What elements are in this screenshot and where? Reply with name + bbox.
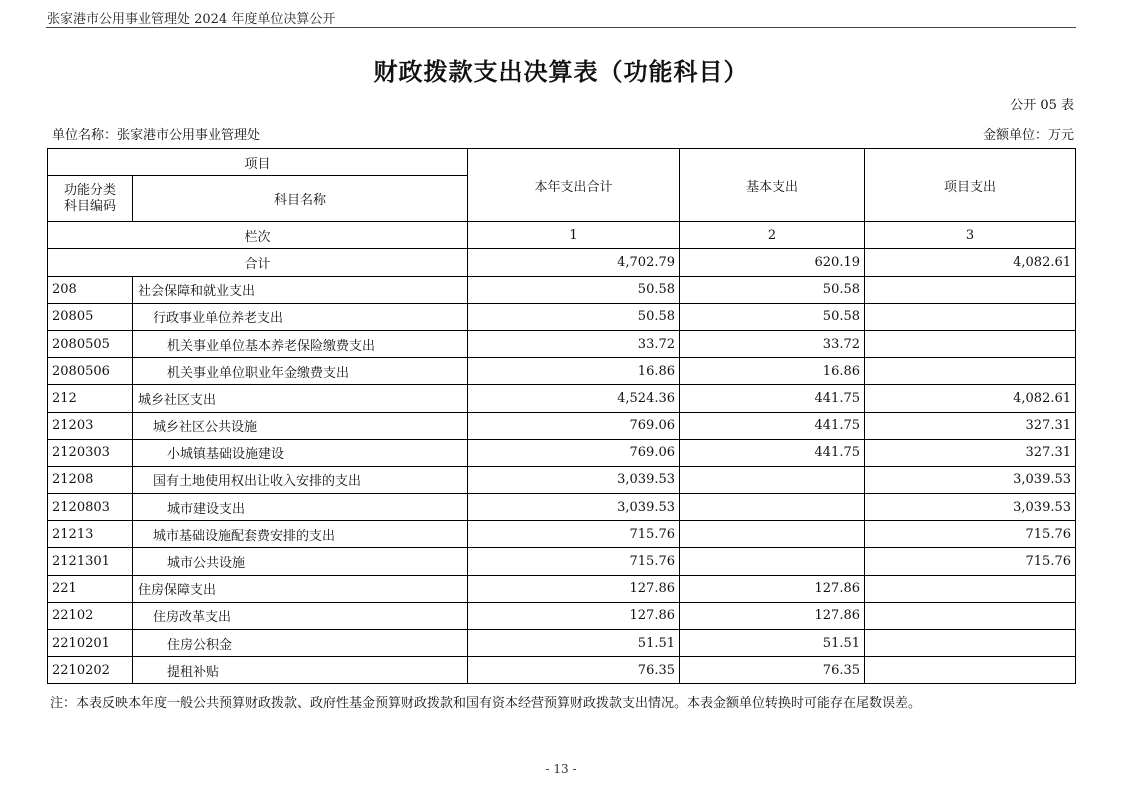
header-row-project bbox=[48, 149, 1076, 176]
subject-name: 提租补贴 bbox=[133, 657, 468, 684]
header-rule bbox=[46, 27, 1076, 28]
row-project bbox=[865, 303, 1076, 330]
subject-name: 城市基础设施配套费安排的支出 bbox=[133, 521, 468, 548]
column-number-1: 1 bbox=[468, 222, 680, 249]
subject-name: 城乡社区公共设施 bbox=[133, 412, 468, 439]
table-row bbox=[48, 358, 1076, 385]
row-total: 4,524.36 bbox=[468, 385, 680, 412]
row-project bbox=[865, 575, 1076, 602]
column-number-3: 3 bbox=[865, 222, 1076, 249]
page-number: - 13 - bbox=[545, 762, 577, 776]
row-project bbox=[865, 276, 1076, 303]
total-column-header: 本年支出合计 bbox=[468, 149, 680, 222]
row-basic: 50.58 bbox=[680, 303, 865, 330]
row-project: 715.76 bbox=[865, 548, 1076, 575]
row-basic bbox=[680, 521, 865, 548]
row-project: 715.76 bbox=[865, 521, 1076, 548]
total-project: 4,082.61 bbox=[865, 249, 1076, 276]
row-project bbox=[865, 657, 1076, 684]
row-total: 33.72 bbox=[468, 330, 680, 357]
row-basic bbox=[680, 466, 865, 493]
row-total: 50.58 bbox=[468, 303, 680, 330]
row-basic: 441.75 bbox=[680, 385, 865, 412]
row-total: 16.86 bbox=[468, 358, 680, 385]
subject-code: 2210201 bbox=[48, 630, 133, 657]
row-project: 4,082.61 bbox=[865, 385, 1076, 412]
row-total: 50.58 bbox=[468, 276, 680, 303]
code-header bbox=[48, 176, 133, 222]
subject-code: 2121301 bbox=[48, 548, 133, 575]
row-total: 127.86 bbox=[468, 602, 680, 629]
table-row bbox=[48, 521, 1076, 548]
row-basic: 127.86 bbox=[680, 575, 865, 602]
subject-code: 21213 bbox=[48, 521, 133, 548]
unit-name: 单位名称：张家港市公用事业管理处 bbox=[52, 128, 261, 143]
table-row bbox=[48, 466, 1076, 493]
table-row bbox=[48, 303, 1076, 330]
subject-code: 22102 bbox=[48, 602, 133, 629]
row-total: 76.35 bbox=[468, 657, 680, 684]
table-number: 公开 05 表 bbox=[1010, 98, 1074, 113]
subject-code: 212 bbox=[48, 385, 133, 412]
subject-code: 2120803 bbox=[48, 494, 133, 521]
row-total: 769.06 bbox=[468, 439, 680, 466]
table-row bbox=[48, 439, 1076, 466]
row-total: 769.06 bbox=[468, 412, 680, 439]
subject-name: 城市建设支出 bbox=[133, 494, 468, 521]
expenditure-table bbox=[47, 148, 1076, 684]
row-basic: 441.75 bbox=[680, 412, 865, 439]
code-header-line2: 科目编码 bbox=[63, 198, 116, 214]
project-header: 项目 bbox=[48, 149, 468, 176]
subject-code: 221 bbox=[48, 575, 133, 602]
subject-name: 住房改革支出 bbox=[133, 602, 468, 629]
subject-name: 机关事业单位基本养老保险缴费支出 bbox=[133, 330, 468, 357]
amount-unit: 金额单位：万元 bbox=[982, 128, 1074, 143]
row-project: 327.31 bbox=[865, 439, 1076, 466]
project-column-header: 项目支出 bbox=[865, 149, 1076, 222]
row-total: 715.76 bbox=[468, 521, 680, 548]
subject-name-header: 科目名称 bbox=[133, 176, 468, 222]
row-basic bbox=[680, 548, 865, 575]
row-project bbox=[865, 630, 1076, 657]
table-row bbox=[48, 276, 1076, 303]
table-row bbox=[48, 494, 1076, 521]
table-row bbox=[48, 412, 1076, 439]
table-row bbox=[48, 330, 1076, 357]
page-title: 财政拨款支出决算表（功能科目） bbox=[373, 58, 749, 86]
table-row bbox=[48, 630, 1076, 657]
row-basic: 16.86 bbox=[680, 358, 865, 385]
row-total: 3,039.53 bbox=[468, 466, 680, 493]
total-row bbox=[48, 249, 1076, 276]
table-row bbox=[48, 602, 1076, 629]
row-basic: 441.75 bbox=[680, 439, 865, 466]
row-total: 715.76 bbox=[468, 548, 680, 575]
subject-name: 行政事业单位养老支出 bbox=[133, 303, 468, 330]
subject-code: 2210202 bbox=[48, 657, 133, 684]
row-total: 3,039.53 bbox=[468, 494, 680, 521]
subject-name: 国有土地使用权出让收入安排的支出 bbox=[133, 466, 468, 493]
subject-code: 208 bbox=[48, 276, 133, 303]
row-basic: 127.86 bbox=[680, 602, 865, 629]
table-row bbox=[48, 657, 1076, 684]
row-basic: 50.58 bbox=[680, 276, 865, 303]
total-amount: 4,702.79 bbox=[468, 249, 680, 276]
subject-code: 20805 bbox=[48, 303, 133, 330]
total-label: 合计 bbox=[48, 249, 468, 276]
subject-code: 21203 bbox=[48, 412, 133, 439]
subject-code: 2120303 bbox=[48, 439, 133, 466]
row-project: 3,039.53 bbox=[865, 466, 1076, 493]
column-number-2: 2 bbox=[680, 222, 865, 249]
subject-name: 社会保障和就业支出 bbox=[133, 276, 468, 303]
row-basic: 33.72 bbox=[680, 330, 865, 357]
row-project: 3,039.53 bbox=[865, 494, 1076, 521]
row-project bbox=[865, 330, 1076, 357]
subject-code: 2080505 bbox=[48, 330, 133, 357]
basic-column-header: 基本支出 bbox=[680, 149, 865, 222]
column-order-row bbox=[48, 222, 1076, 249]
subject-name: 机关事业单位职业年金缴费支出 bbox=[133, 358, 468, 385]
subject-name: 住房保障支出 bbox=[133, 575, 468, 602]
row-project bbox=[865, 602, 1076, 629]
row-project: 327.31 bbox=[865, 412, 1076, 439]
row-total: 51.51 bbox=[468, 630, 680, 657]
code-header-line1: 功能分类 bbox=[63, 182, 116, 198]
table-row bbox=[48, 575, 1076, 602]
row-total: 127.86 bbox=[468, 575, 680, 602]
subject-code: 2080506 bbox=[48, 358, 133, 385]
total-basic: 620.19 bbox=[680, 249, 865, 276]
subject-name: 住房公积金 bbox=[133, 630, 468, 657]
row-basic: 51.51 bbox=[680, 630, 865, 657]
subject-name: 城乡社区支出 bbox=[133, 385, 468, 412]
table-row bbox=[48, 548, 1076, 575]
row-basic: 76.35 bbox=[680, 657, 865, 684]
row-project bbox=[865, 358, 1076, 385]
row-basic bbox=[680, 494, 865, 521]
subject-name: 小城镇基础设施建设 bbox=[133, 439, 468, 466]
table-note: 注：本表反映本年度一般公共预算财政拨款、政府性基金预算财政拨款和国有资本经营预算财政拨款支出情况。本表金额单位转换时可能存在尾数误差。 bbox=[50, 696, 922, 711]
subject-name: 城市公共设施 bbox=[133, 548, 468, 575]
running-header: 张家港市公用事业管理处 2024 年度单位决算公开 bbox=[47, 12, 336, 27]
table-row bbox=[48, 385, 1076, 412]
column-order-label: 栏次 bbox=[48, 222, 468, 249]
subject-code: 21208 bbox=[48, 466, 133, 493]
